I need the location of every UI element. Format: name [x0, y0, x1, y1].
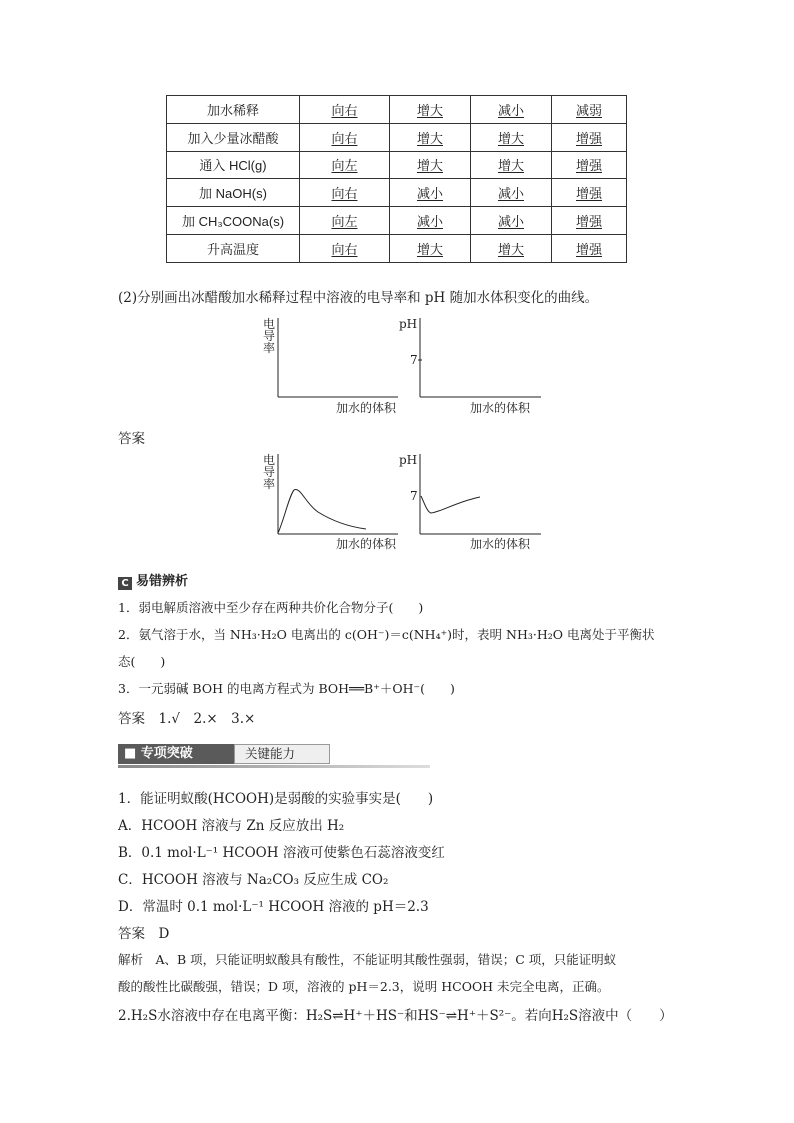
- answer-underline: 向右: [331, 102, 358, 118]
- section-title: ■ 专项突破: [118, 744, 234, 764]
- table-cell-condition: 加水稀释: [167, 96, 300, 124]
- table-cell-condition: 加 CH₃COONa(s): [167, 207, 300, 235]
- answer-underline: 向右: [331, 241, 358, 257]
- ph-curve: [421, 496, 480, 513]
- table-row: [167, 151, 627, 179]
- section-underline: [118, 765, 430, 768]
- option-a: A．HCOOH 溶液与 Zn 反应放出 H₂: [118, 818, 345, 834]
- table-cell-condition: 升高温度: [167, 234, 300, 262]
- table-row: [167, 207, 627, 235]
- table-cell-c: [471, 96, 552, 124]
- xlabel: 加水的体积: [470, 537, 531, 551]
- table-cell-cond: [552, 234, 627, 262]
- answer-underline: 减小: [497, 214, 524, 230]
- analysis-line-2: 酸的酸性比碳酸强，错误；D 项，溶液的 pH＝2.3，说明 HCOOH 未完全电离，正确。: [118, 979, 610, 994]
- answer-label: 答案: [118, 431, 145, 447]
- conductivity-curve: [278, 489, 366, 533]
- answer-underline: 向右: [331, 186, 358, 202]
- answer-underline: 增大: [497, 158, 524, 174]
- ylabel-char: 率: [263, 341, 276, 355]
- answer-underline: 增大: [416, 158, 443, 174]
- blank-graphs: [256, 314, 556, 414]
- section-bar: [118, 742, 430, 768]
- answer-underline: 增大: [497, 241, 524, 257]
- mistakes-answer: 答案 1.√ 2.× 3.×: [118, 711, 256, 727]
- ylabel-char: 导: [263, 329, 276, 343]
- ylabel-char: 率: [263, 477, 276, 491]
- option-b: B．0.1 mol·L⁻¹ HCOOH 溶液可使紫色石蕊溶液变红: [118, 845, 445, 861]
- table-cell-condition: 通入 HCl(g): [167, 151, 300, 179]
- table-cell-n: [390, 151, 471, 179]
- ylabel-char: 电: [263, 317, 276, 331]
- table-cell-shift: [300, 96, 390, 124]
- mistake-item-1: 1．弱电解质溶液中至少存在两种共价化合物分子( ): [118, 600, 424, 615]
- answer-underline: 减弱: [575, 102, 602, 118]
- ylabel-char: 电: [263, 453, 276, 467]
- answer-underline: 减小: [416, 214, 443, 230]
- table-row: [167, 234, 627, 262]
- question1-stem: 1．能证明蚁酸(HCOOH)是弱酸的实验事实是( ): [118, 791, 434, 807]
- table-cell-n: [390, 207, 471, 235]
- answer-graphs: [256, 450, 556, 552]
- table-row: [167, 179, 627, 207]
- mistake-item-2: 2．氨气溶于水，当 NH₃·H₂O 电离出的 c(OH⁻)＝c(NH₄⁺)时，表明 NH₃·H₂O 电离处于平衡状: [118, 627, 655, 642]
- table-cell-cond: [552, 123, 627, 151]
- option-d: D．常温时 0.1 mol·L⁻¹ HCOOH 溶液的 pH＝2.3: [118, 899, 429, 915]
- answer-underline: 减小: [497, 102, 524, 118]
- seven-label: 7: [410, 489, 418, 503]
- answer-underline: 减小: [497, 186, 524, 202]
- question2-stem: 2.H₂S水溶液中存在电离平衡：H₂S⇌H⁺＋HS⁻和HS⁻⇌H⁺＋S²⁻。若向H₂S溶液中（ ）: [118, 1008, 673, 1024]
- c-tag-icon: C: [118, 577, 132, 590]
- q2-text: (2)分别画出冰醋酸加水稀释过程中溶液的电导率和 pH 随加水体积变化的曲线。: [118, 290, 599, 306]
- table-cell-n: [390, 123, 471, 151]
- table-cell-n: [390, 234, 471, 262]
- answer-underline: 增大: [416, 130, 443, 146]
- ph-label: pH: [399, 317, 418, 331]
- answer-underline: 增强: [575, 214, 602, 230]
- xlabel: 加水的体积: [470, 401, 531, 414]
- answer-underline: 增大: [416, 241, 443, 257]
- analysis-line-1: 解析 A、B 项，只能证明蚁酸具有酸性，不能证明其酸性强弱，错误；C 项，只能证明蚁: [118, 952, 617, 967]
- table-cell-shift: [300, 123, 390, 151]
- option-c: C．HCOOH 溶液与 Na₂CO₃ 反应生成 CO₂: [118, 872, 389, 888]
- table-cell-cond: [552, 151, 627, 179]
- answer-underline: 增强: [575, 158, 602, 174]
- conductivity-graph: [263, 452, 398, 551]
- table-cell-cond: [552, 96, 627, 124]
- answer-underline: 增大: [416, 102, 443, 118]
- table-cell-shift: [300, 179, 390, 207]
- answer-underline: 减小: [416, 186, 443, 202]
- table-cell-condition: 加 NaOH(s): [167, 179, 300, 207]
- mistakes-heading: C 易错辨析: [118, 570, 188, 590]
- equilibrium-table: [166, 95, 627, 263]
- xlabel: 加水的体积: [336, 401, 397, 414]
- blank-conductivity-graph: [263, 316, 398, 414]
- mistake-item-2-cont: 态( ): [118, 654, 166, 669]
- ph-label: pH: [399, 453, 418, 467]
- table-cell-n: [390, 179, 471, 207]
- table-cell-shift: [300, 151, 390, 179]
- table-cell-c: [471, 123, 552, 151]
- answer-underline: 增强: [575, 130, 602, 146]
- table-cell-c: [471, 151, 552, 179]
- table-cell-condition: 加入少量冰醋酸: [167, 123, 300, 151]
- table-cell-shift: [300, 207, 390, 235]
- mistake-item-3: 3．一元弱碱 BOH 的电离方程式为 BOH══B⁺＋OH⁻( ): [118, 681, 455, 696]
- answer-underline: 增强: [575, 241, 602, 257]
- ph-graph: [399, 453, 541, 551]
- answer-underline: 增强: [575, 186, 602, 202]
- answer-underline: 增大: [497, 130, 524, 146]
- table-cell-c: [471, 234, 552, 262]
- ylabel-char: 导: [263, 465, 276, 479]
- answer-underline: 向左: [331, 158, 358, 174]
- table-cell-c: [471, 179, 552, 207]
- seven-label: 7: [410, 353, 418, 367]
- table-row: [167, 96, 627, 124]
- xlabel: 加水的体积: [336, 537, 397, 551]
- blank-ph-graph: [399, 317, 541, 414]
- table-row: [167, 123, 627, 151]
- answer-underline: 向左: [331, 214, 358, 230]
- answer-underline: 向右: [331, 130, 358, 146]
- table-cell-c: [471, 207, 552, 235]
- question1-answer: 答案 D: [118, 926, 170, 942]
- table-cell-n: [390, 96, 471, 124]
- table-cell-cond: [552, 207, 627, 235]
- table-cell-cond: [552, 179, 627, 207]
- table-cell-shift: [300, 234, 390, 262]
- section-subtitle: 关键能力: [234, 744, 330, 764]
